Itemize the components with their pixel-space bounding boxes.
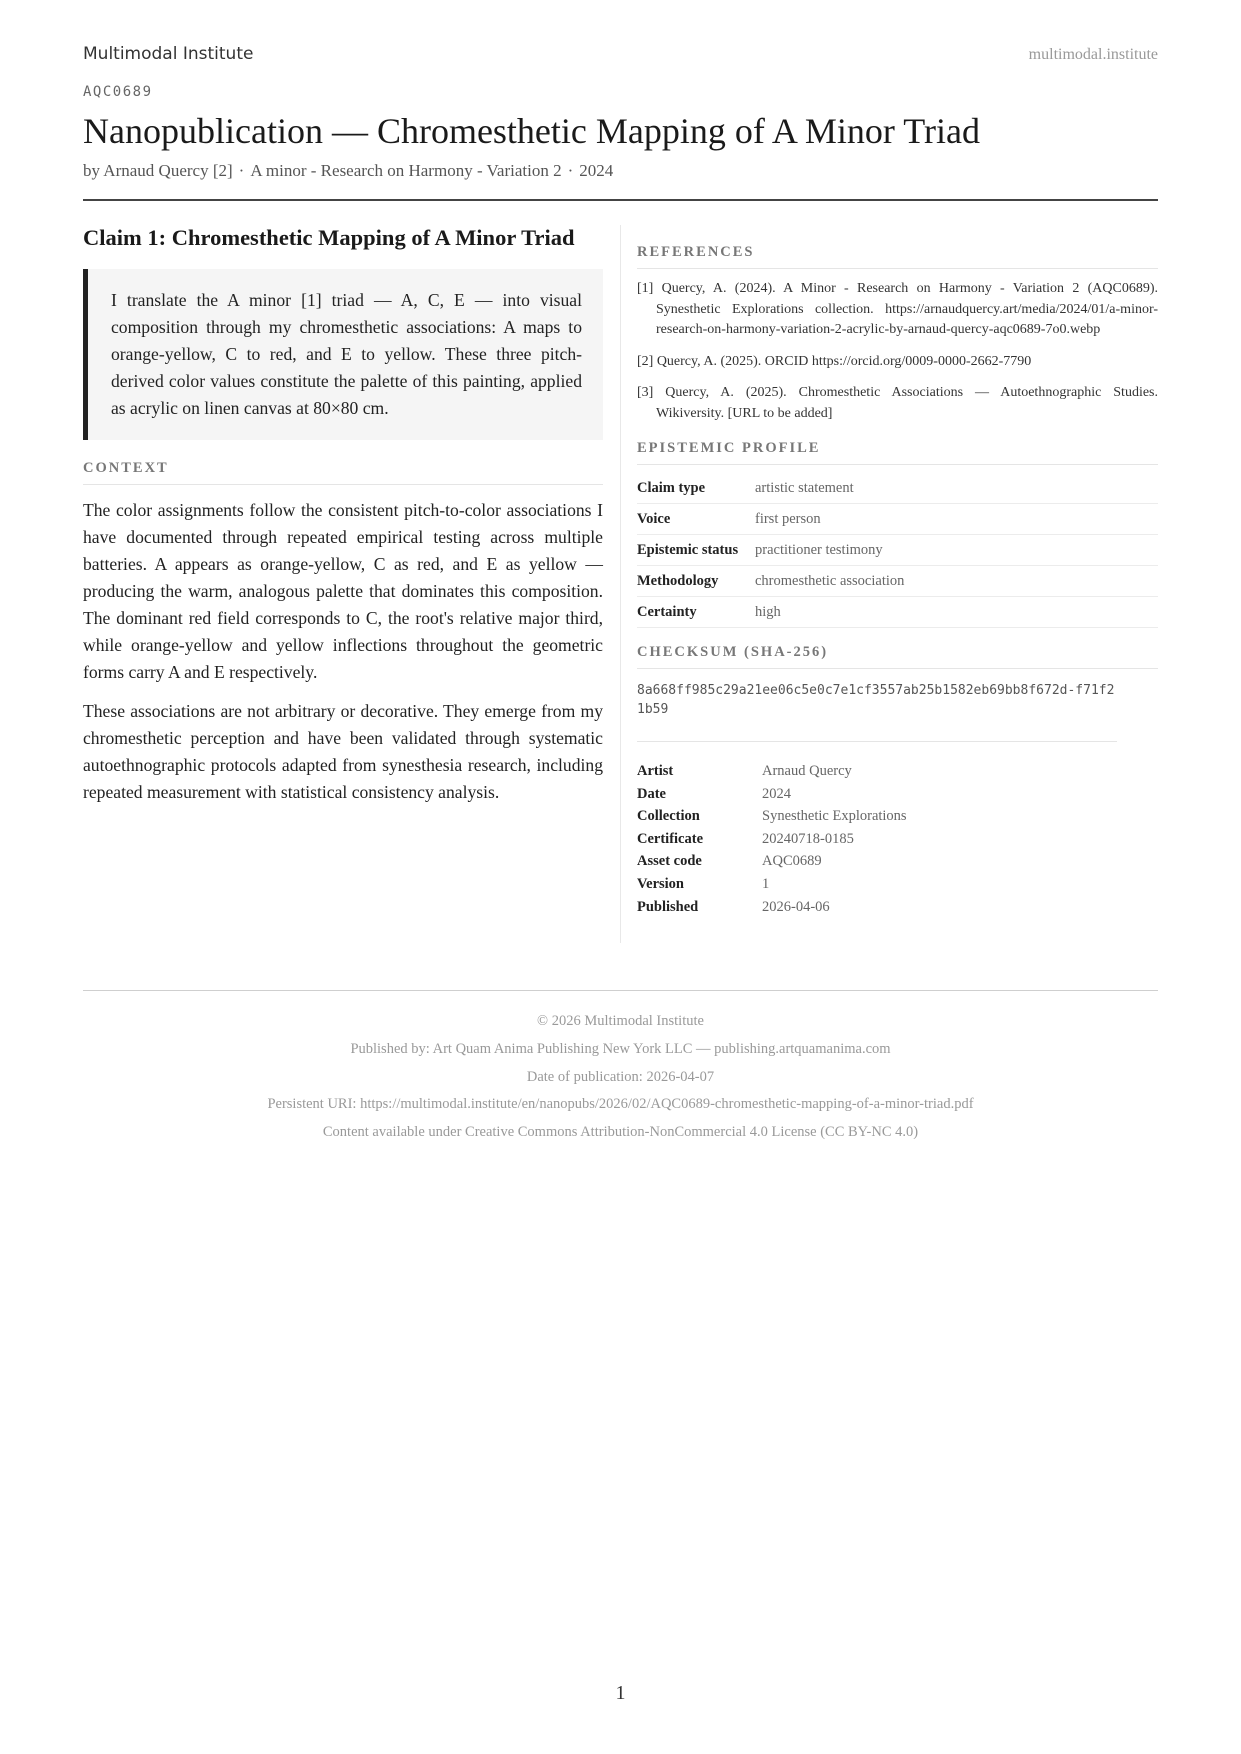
table-row — [637, 535, 1158, 566]
table-row — [637, 566, 1158, 597]
sidebar-column — [637, 244, 1158, 918]
institute-name: Multimodal Institute — [83, 44, 254, 64]
footer-publication-date: Date of publication: 2026-04-07 — [526, 1068, 715, 1085]
reference-item: [3] Quercy, A. (2025). Chromesthetic Associations — Autoethnographic Studies. Wikiversity. [URL to be added] — [637, 385, 1158, 421]
profile-value: chromesthetic association — [755, 566, 1158, 597]
footer — [83, 1008, 1158, 1147]
reference-item: [2] Quercy, A. (2025). ORCID https://orcid.org/0009-0000-2662-7790 — [637, 353, 1032, 369]
epistemic-profile-table — [637, 473, 1158, 628]
claim-column — [83, 225, 603, 806]
byline-separator: · — [567, 161, 574, 180]
profile-key: Epistemic status — [637, 535, 755, 566]
footer-persistent-uri: Persistent URI: https://multimodal.institute/en/nanopubs/2026/02/AQC0689-chromesthetic-mapping-of-a-minor-triad.pdf — [267, 1096, 974, 1113]
metadata-key: Date — [637, 785, 666, 802]
metadata-key: Collection — [637, 808, 700, 825]
metadata-row — [637, 760, 1158, 783]
top-bar — [83, 44, 1158, 68]
metadata-key: Version — [637, 875, 684, 892]
table-row — [637, 504, 1158, 535]
profile-key: Claim type — [637, 473, 755, 504]
metadata-key: Asset code — [637, 853, 702, 870]
references-heading: REFERENCES — [637, 244, 1158, 269]
metadata-key: Artist — [637, 763, 674, 779]
page-number: 1 — [615, 1682, 626, 1704]
byline-work: A minor - Research on Harmony - Variation 2 — [250, 161, 562, 180]
column-divider — [620, 225, 621, 943]
context-paragraph: The color assignments follow the consistent pitch-to-color associations I have documented through repeated empirical testing across multiple batteries. A appears as orange-yellow, C as red, and E as yellow — producing the warm, analogous palette that dominates this composition. The dominant red field corresponds to C, the root's relative major third, while orange-yellow and yellow inflections throughout the geometric forms carry A and E respectively. — [83, 500, 603, 682]
metadata-value: 2024 — [762, 785, 791, 802]
profile-key: Certainty — [637, 597, 755, 628]
profile-value: first person — [755, 504, 1158, 535]
profile-value: high — [755, 597, 1158, 628]
checksum-value: 8a668ff985c29a21ee06c5e0c7e1cf3557ab25b1582eb69bb8f672d-f71f21b59 — [637, 681, 1117, 742]
profile-value: practitioner testimony — [755, 535, 1158, 566]
byline-author: by Arnaud Quercy [2] — [83, 161, 233, 180]
metadata-value: Synesthetic Explorations — [762, 808, 907, 825]
claim-statement: I translate the A minor [1] triad — A, C, E — into visual composition through my chromesthetic associations: A maps to orange-yellow, C to red, and E to yellow. These three pitch-derived color values constitute the palette of this painting, applied as acrylic on linen canvas at 80×80 cm. — [83, 269, 603, 440]
metadata-value: AQC0689 — [762, 853, 822, 870]
byline-separator: · — [238, 161, 245, 180]
metadata-row — [637, 873, 1158, 896]
table-row — [637, 473, 1158, 504]
metadata-value: 2026-04-06 — [762, 898, 830, 915]
metadata-row — [637, 850, 1158, 873]
metadata-key: Certificate — [637, 830, 704, 847]
metadata-list — [637, 760, 1158, 918]
profile-key: Methodology — [637, 566, 755, 597]
metadata-row — [637, 783, 1158, 806]
footer-publisher: Published by: Art Quam Anima Publishing New York LLC — publishing.artquamanima.com — [350, 1040, 891, 1057]
byline-year: 2024 — [579, 161, 614, 180]
metadata-key: Published — [637, 898, 699, 915]
byline — [83, 161, 613, 181]
metadata-value: Arnaud Quercy — [762, 763, 852, 779]
profile-value: artistic statement — [755, 473, 1158, 504]
context-paragraph: These associations are not arbitrary or decorative. They emerge from my chromesthetic perception and have been validated through systematic autoethnographic protocols adapted from synesthesia research, including repeated measurement with statistical consistency analysis. — [83, 701, 603, 802]
claim-title: Claim 1: Chromesthetic Mapping of A Minor Triad — [83, 225, 575, 250]
page-title: Nanopublication — Chromesthetic Mapping of A Minor Triad — [83, 111, 980, 151]
metadata-row — [637, 805, 1158, 828]
metadata-value: 20240718-0185 — [762, 830, 854, 847]
epistemic-profile-heading: EPISTEMIC PROFILE — [637, 440, 1158, 465]
site-domain: multimodal.institute — [1028, 46, 1158, 63]
footer-license: Content available under Creative Commons Attribution-NonCommercial 4.0 License (CC BY-NC 4.0) — [322, 1124, 919, 1141]
reference-list — [637, 279, 1158, 424]
context-heading: CONTEXT — [83, 460, 603, 485]
reference-item: [1] Quercy, A. (2024). A Minor - Research on Harmony - Variation 2 (AQC0689). Synesthetic Explorations collection. https://arnaudquercy.art/media/2024/01/a-minor-research-on-harmony-variation-2-acrylic-by-arnaud-quercy-aqc0689-7o0.webp — [637, 281, 1158, 337]
checksum-heading: CHECKSUM (SHA-256) — [637, 644, 1158, 669]
table-row — [637, 597, 1158, 628]
metadata-row — [637, 828, 1158, 851]
footer-divider — [83, 990, 1158, 991]
metadata-value: 1 — [762, 875, 770, 892]
header-divider — [83, 199, 1158, 201]
metadata-row — [637, 896, 1158, 919]
asset-code: AQC0689 — [83, 84, 153, 100]
footer-copyright: © 2026 Multimodal Institute — [537, 1013, 704, 1029]
profile-key: Voice — [637, 504, 755, 535]
